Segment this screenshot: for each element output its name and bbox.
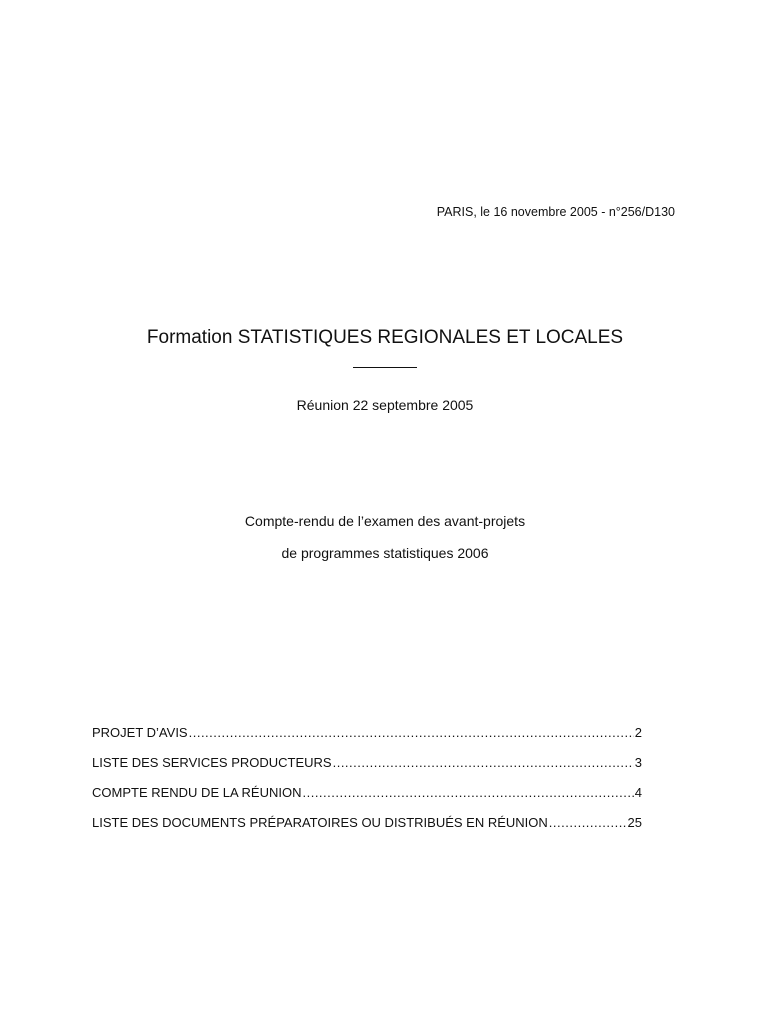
toc-entry-page: 25 — [627, 815, 642, 830]
toc-entry-projet-avis[interactable] — [92, 725, 642, 755]
toc-entry-compte-rendu[interactable] — [92, 785, 642, 815]
toc-entry-page: 3 — [634, 755, 642, 770]
toc-entry-label: PROJET D’AVIS — [92, 725, 188, 740]
toc-dot-leader — [549, 815, 627, 830]
dateline: PARIS, le 16 novembre 2005 - n°256/D130 — [436, 205, 675, 219]
toc-entry-documents-preparatoires[interactable] — [92, 815, 642, 845]
meeting-date: Réunion 22 septembre 2005 — [296, 397, 474, 413]
toc-dot-leader — [189, 725, 634, 740]
document-title: Formation STATISTIQUES REGIONALES ET LOCALES — [146, 327, 624, 348]
subject-line-1: Compte-rendu de l’examen des avant-projets — [244, 513, 526, 529]
toc-dot-leader — [333, 755, 634, 770]
subject-line-2: de programmes statistiques 2006 — [281, 545, 489, 561]
toc-entry-page: 4 — [634, 785, 642, 800]
toc-entry-label: LISTE DES DOCUMENTS PRÉPARATOIRES OU DISTRIBUÉS EN RÉUNION — [92, 815, 548, 830]
toc-dot-leader — [302, 785, 633, 800]
toc-entry-label: LISTE DES SERVICES PRODUCTEURS — [92, 755, 332, 770]
toc-entry-services-producteurs[interactable] — [92, 755, 642, 785]
toc-entry-label: COMPTE RENDU DE LA RÉUNION — [92, 785, 302, 800]
table-of-contents — [92, 725, 642, 845]
title-underline — [353, 367, 417, 368]
document-subject — [0, 505, 770, 569]
toc-entry-page: 2 — [634, 725, 642, 740]
